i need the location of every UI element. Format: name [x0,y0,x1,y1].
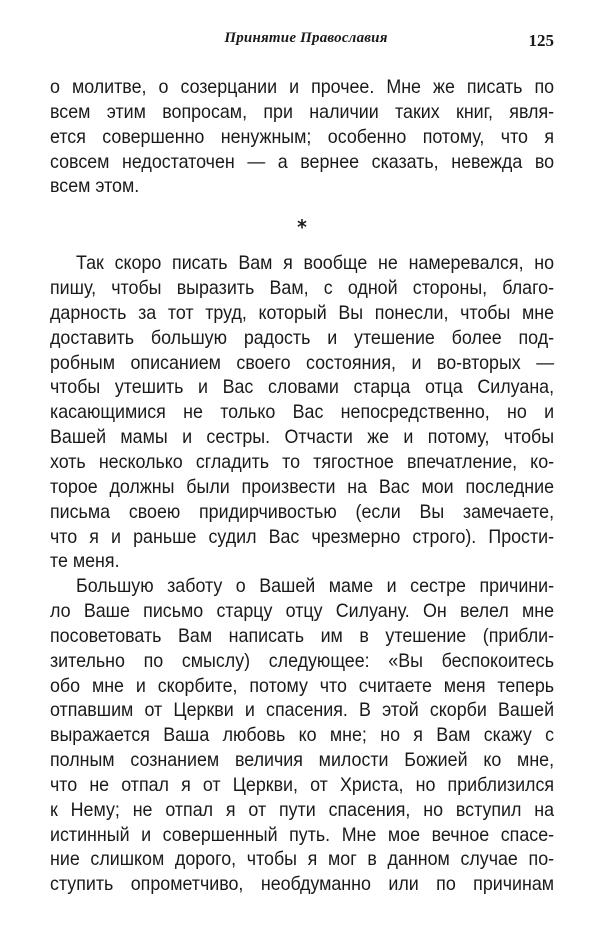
text-line: обо мне и скорбите, потому что считаете меня теперь [50,675,555,697]
section-separator-asterisk: * [297,215,307,240]
text-line: отпавшим от Церкви и спасения. В этой скорби Вашей [50,700,555,722]
body-text [50,76,554,898]
text-line: робным описанием своего состояния, и во-вторых — [50,352,555,374]
text-line: посоветовать Вам написать им в утешение (прибли- [50,625,555,647]
text-line: ступить опрометчиво, необдуманно или по причинам [50,874,555,896]
text-line: о молитве, о созерцании и прочее. Мне же писать по [50,77,555,98]
text-line: истинный и совершенный путь. Мне мое вечное спасе- [50,824,555,846]
text-line: ние слишком дорого, чтобы я мог в данном случае по- [50,849,555,871]
text-line: чтобы утешить и Вас словами старца отца Силуана, [50,377,555,399]
text-line: зительно по смыслу) следующее: «Вы беспокоитесь [50,650,555,672]
text-line: совсем недостаточен — а вернее сказать, невежда во [50,151,555,173]
text-line: что не отпал я от Церкви, от Христа, но приблизился [50,774,555,796]
text-line: торое должны были произвести на Вас мои последние [50,476,555,498]
text-line: Так скоро писать Вам я вообще не намеревался, но [76,253,555,275]
text-line: пишу, чтобы выразить Вам, с одной стороны, благо- [50,278,555,300]
text-line: Вашей мамы и сестры. Отчасти же и потому, чтобы [50,427,555,449]
paragraph-1 [50,76,554,200]
text-line: ло Ваше письмо старцу отцу Силуану. Он велел мне [50,601,555,623]
text-line: хоть несколько сгладить то тягостное впечатление, ко- [50,451,555,473]
text-line: Большую заботу о Вашей маме и сестре причини- [76,576,555,598]
text-line: доставить большую радость и утешение более под- [50,327,555,349]
page-number: 125 [528,31,554,50]
running-head [50,30,554,52]
text-line: всем этим вопросам, при наличии таких книг, явля- [50,101,555,123]
text-line: к Нему; не отпал я от пути спасения, но вступил на [50,799,555,821]
text-line: касающимися не только Вас непосредственно, но и [50,402,555,424]
text-line: полным сознанием величия милости Божией ко мне, [50,750,555,772]
text-line: ется совершенно ненужным; особенно потому, что я [50,126,555,148]
text-line: всем этом. [50,176,140,198]
text-line: выражается Ваша любовь ко мне; но я Вам скажу с [50,725,555,747]
text-line: дарность за тот труд, который Вы понесли, чтобы мне [50,302,555,324]
text-line: что я и раньше судил Вас чрезмерно строго). Прости- [50,526,555,548]
paragraph-3 [50,575,554,898]
text-line: письма своею придирчивостью (если Вы замечаете, [50,501,555,523]
paragraph-2 [50,252,554,575]
running-title: Принятие Православия [224,30,388,46]
text-line: те меня. [50,551,120,573]
